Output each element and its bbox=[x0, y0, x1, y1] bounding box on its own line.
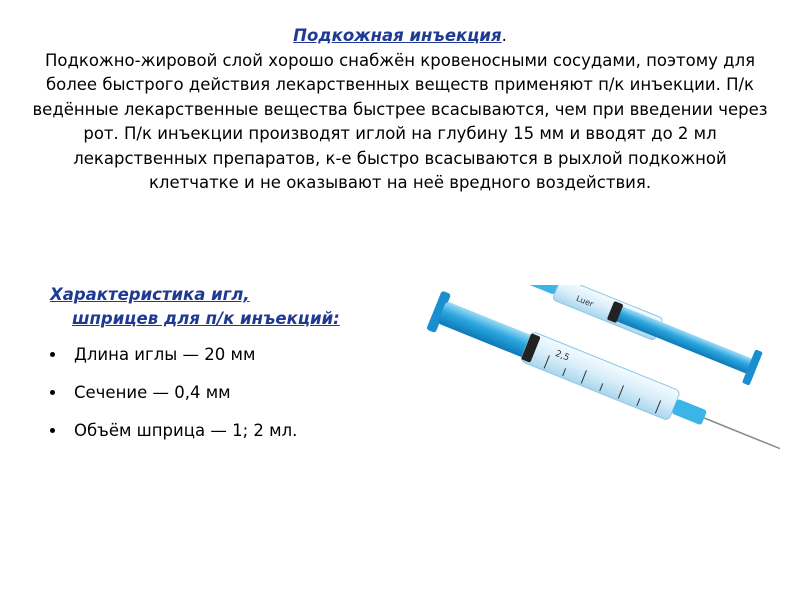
list-item bbox=[50, 345, 410, 365]
bullet-icon bbox=[50, 428, 55, 433]
spec-needle-length: Длина иглы — 20 мм bbox=[74, 345, 256, 364]
list-item bbox=[50, 421, 410, 441]
bullet-icon bbox=[50, 390, 55, 395]
intro-paragraph: Подкожно-жировой слой хорошо снабжён кровеносными сосудами, поэтому для более быстрого действия лекарственных веществ применяют п/к инъекции. П/к ведённые лекарственные вещества быстрее всасываются, чем при введении через рот. П/к инъекции производят иглой на глубину 15 мм и вводят до 2 мл лекарственных препаратов, к-е быстро всасываются в рыхлой подкожной клетчатке и не оказывают на неё вредного воздействия. bbox=[32, 50, 768, 192]
specs-heading-line1: Характеристика игл, bbox=[50, 285, 250, 304]
barrel-scale-label: 2,5 bbox=[553, 348, 571, 364]
title-suffix: . bbox=[501, 26, 507, 45]
intro-block bbox=[30, 24, 770, 196]
needle-lower bbox=[704, 418, 780, 451]
spec-volume: Объём шприца — 1; 2 мл. bbox=[74, 421, 298, 440]
slide-title: Подкожная инъекция bbox=[293, 26, 502, 45]
spec-gauge: Сечение — 0,4 мм bbox=[74, 383, 231, 402]
plunger-upper bbox=[611, 304, 756, 375]
specs-heading bbox=[50, 283, 410, 331]
syringes-image bbox=[400, 285, 780, 495]
specs-block bbox=[50, 283, 410, 459]
bullet-icon bbox=[50, 352, 55, 357]
list-item bbox=[50, 383, 410, 403]
specs-heading-line2: шприцев для п/к инъекций: bbox=[72, 309, 340, 328]
barrel-lower bbox=[520, 331, 680, 421]
needle-hub-lower bbox=[672, 399, 708, 426]
barrel-label-upper: Luer bbox=[574, 293, 595, 309]
specs-list bbox=[50, 345, 410, 441]
